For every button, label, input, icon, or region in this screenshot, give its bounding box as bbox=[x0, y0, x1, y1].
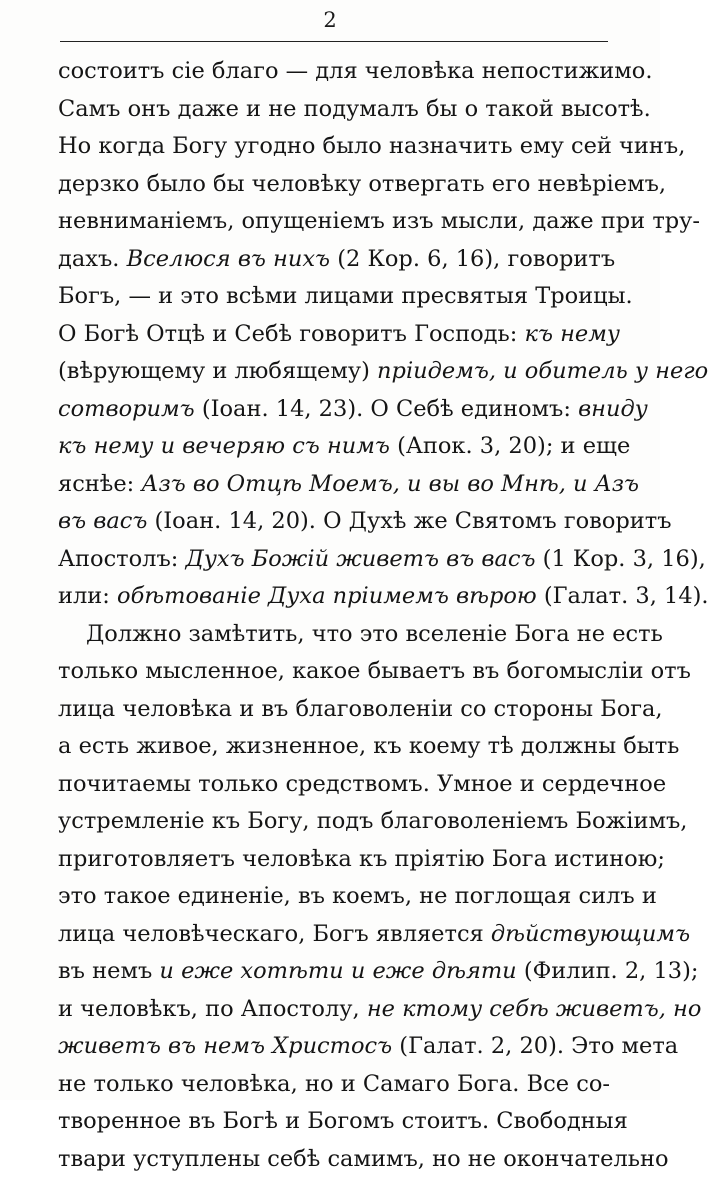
text-line bbox=[58, 1141, 610, 1178]
text-line bbox=[58, 428, 610, 466]
text-run: приготовляетъ человѣка къ пріятію Бога истиною; bbox=[58, 846, 665, 872]
italic-quote: Духъ Божій живетъ въ васъ bbox=[186, 546, 536, 572]
text-line bbox=[58, 1028, 610, 1066]
text-line bbox=[58, 1066, 610, 1104]
text-line bbox=[58, 841, 610, 879]
text-line bbox=[58, 878, 610, 916]
text-line bbox=[58, 166, 610, 204]
text-line bbox=[58, 691, 610, 729]
text-run: твари уступлены себѣ самимъ, но не окончательно bbox=[58, 1146, 669, 1172]
italic-quote: дѣйствующимъ bbox=[491, 921, 690, 947]
text-line bbox=[58, 991, 610, 1029]
text-run: устремленіе къ Богу, подъ благоволеніемъ Божіимъ, bbox=[58, 808, 687, 834]
text-line bbox=[58, 353, 610, 391]
text-line bbox=[58, 203, 610, 241]
text-run: Должно замѣтить, что это вселеніе Бога не есть bbox=[86, 621, 663, 647]
text-line bbox=[58, 803, 610, 841]
header-rule bbox=[60, 41, 608, 42]
italic-quote: пріидемъ, и обитель у него bbox=[377, 358, 708, 384]
body-text bbox=[58, 53, 610, 1178]
italic-quote: сотворимъ bbox=[58, 396, 195, 422]
italic-quote: къ нему и вечеряю съ нимъ bbox=[58, 433, 390, 459]
text-run: невниманіемъ, опущеніемъ изъ мысли, даже при тру- bbox=[58, 208, 700, 234]
text-run: въ немъ bbox=[58, 958, 159, 984]
text-line bbox=[58, 278, 610, 316]
text-run: яснѣе: bbox=[58, 471, 141, 497]
text-run: или: bbox=[58, 583, 117, 609]
text-run: (Іоан. 14, 20). О Духѣ же Святомъ говоритъ bbox=[147, 508, 671, 534]
italic-quote: Вселюся въ нихъ bbox=[127, 246, 330, 272]
text-line bbox=[58, 616, 610, 654]
text-run: (1 Кор. 3, 16), bbox=[536, 546, 706, 572]
text-run: дерзко было бы человѣку отвергать его невѣріемъ, bbox=[58, 171, 666, 197]
text-run: (Іоан. 14, 23). О Себѣ единомъ: bbox=[195, 396, 578, 422]
text-run: (Апок. 3, 20); и еще bbox=[390, 433, 630, 459]
text-line bbox=[58, 1103, 610, 1141]
page-number: 2 bbox=[0, 8, 660, 32]
italic-quote: и еже хотѣти и еже дѣяти bbox=[159, 958, 516, 984]
text-line bbox=[58, 953, 610, 991]
text-run: и человѣкъ, по Апостолу, bbox=[58, 996, 367, 1022]
italic-quote: къ нему bbox=[525, 321, 620, 347]
text-line bbox=[58, 91, 610, 129]
text-run: состоитъ сіе благо — для человѣка непостижимо. bbox=[58, 58, 653, 84]
text-run: лица человѣческаго, Богъ является bbox=[58, 921, 491, 947]
text-run: Богъ, — и это всѣми лицами пресвятыя Троицы. bbox=[58, 283, 633, 309]
text-run: (вѣрующему и любящему) bbox=[58, 358, 377, 384]
text-run: (Галат. 2, 20). Это мета bbox=[392, 1033, 678, 1059]
text-line bbox=[58, 541, 610, 579]
italic-quote: вниду bbox=[578, 396, 648, 422]
text-run: О Богѣ Отцѣ и Себѣ говоритъ Господь: bbox=[58, 321, 525, 347]
text-line bbox=[58, 241, 610, 279]
text-line bbox=[58, 53, 610, 91]
text-run: это такое единеніе, въ коемъ, не поглощая силъ и bbox=[58, 883, 657, 909]
text-run: лица человѣка и въ благоволеніи со стороны Бога, bbox=[58, 696, 663, 722]
italic-quote: не ктому себѣ живетъ, но bbox=[367, 996, 702, 1022]
text-line bbox=[58, 316, 610, 354]
text-line bbox=[58, 391, 610, 429]
text-run: (Галат. 3, 14). bbox=[537, 583, 709, 609]
italic-quote: живетъ въ немъ Христосъ bbox=[58, 1033, 392, 1059]
text-line bbox=[58, 503, 610, 541]
text-line bbox=[58, 916, 610, 954]
italic-quote: Азъ во Отцѣ Моемъ, и вы во Мнѣ, и Азъ bbox=[141, 471, 639, 497]
text-run: только мысленное, какое бываетъ въ богомысліи отъ bbox=[58, 658, 691, 684]
text-run: Самъ онъ даже и не подумалъ бы о такой высотѣ. bbox=[58, 96, 651, 122]
text-run: а есть живое, жизненное, къ коему тѣ должны быть bbox=[58, 733, 679, 759]
italic-quote: обѣтованіе Духа пріимемъ вѣрою bbox=[117, 583, 537, 609]
text-run: дахъ. bbox=[58, 246, 127, 272]
text-run: Апостолъ: bbox=[58, 546, 186, 572]
text-run: (2 Кор. 6, 16), говоритъ bbox=[330, 246, 615, 272]
text-run: (Филип. 2, 13); bbox=[517, 958, 699, 984]
text-run: почитаемы только средствомъ. Умное и сердечное bbox=[58, 771, 666, 797]
text-line bbox=[58, 466, 610, 504]
text-run: Но когда Богу угодно было назначить ему сей чинъ, bbox=[58, 133, 685, 159]
italic-quote: въ васъ bbox=[58, 508, 147, 534]
text-run: не только человѣка, но и Самаго Бога. Все со- bbox=[58, 1071, 610, 1097]
text-line bbox=[58, 578, 610, 616]
text-run: творенное въ Богѣ и Богомъ стоитъ. Свободныя bbox=[58, 1108, 628, 1134]
text-line bbox=[58, 653, 610, 691]
text-line bbox=[58, 128, 610, 166]
text-line bbox=[58, 728, 610, 766]
text-line bbox=[58, 766, 610, 804]
